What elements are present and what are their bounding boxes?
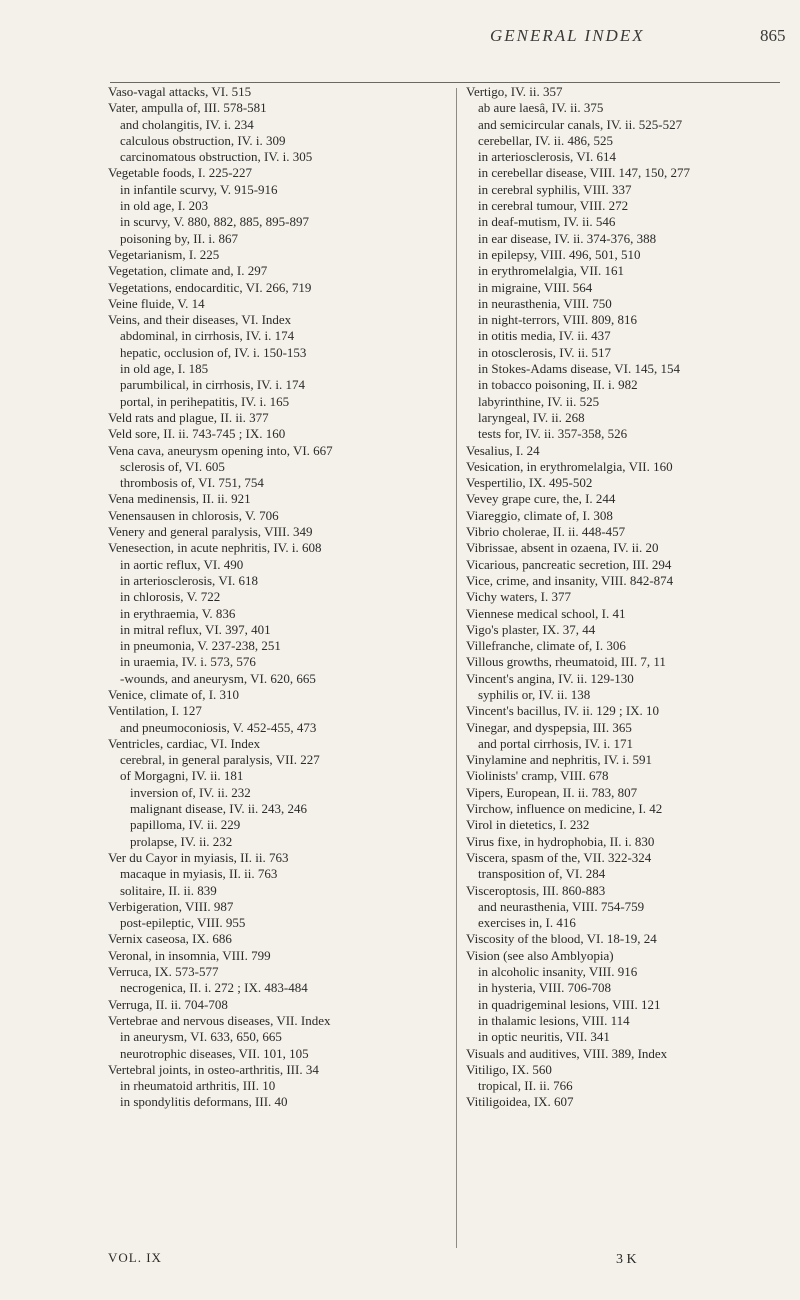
running-head: GENERAL INDEX <box>490 26 645 45</box>
index-entry: and portal cirrhosis, IV. i. 171 <box>478 735 634 751</box>
index-entry: portal, in perihepatitis, IV. i. 165 <box>120 393 290 409</box>
index-entry: Viareggio, climate of, I. 308 <box>466 507 613 523</box>
index-entry: Vipers, European, II. ii. 783, 807 <box>466 784 638 800</box>
index-entry: Verruca, IX. 573-577 <box>108 964 219 980</box>
index-entry: in rheumatoid arthritis, III. 10 <box>120 1078 276 1094</box>
index-entry: in arteriosclerosis, VI. 618 <box>120 572 259 588</box>
index-entry: in uraemia, IV. i. 573, 576 <box>120 654 256 670</box>
index-column-right <box>466 84 796 1111</box>
index-entry: and semicircular canals, IV. ii. 525-527 <box>478 116 683 132</box>
index-entry: Vaso-vagal attacks, VI. 515 <box>108 84 252 99</box>
index-entry: and neurasthenia, VIII. 754-759 <box>478 898 645 914</box>
index-entry: inversion of, IV. ii. 232 <box>130 784 251 800</box>
index-entry: necrogenica, II. i. 272 ; IX. 483-484 <box>120 980 308 996</box>
index-entry: Vision (see also Amblyopia) <box>466 947 614 963</box>
index-entry: in erythromelalgia, VII. 161 <box>478 263 624 279</box>
index-entry: tropical, II. ii. 766 <box>478 1078 573 1094</box>
index-entry: Vater, ampulla of, III. 578-581 <box>108 100 267 116</box>
index-entry: malignant disease, IV. ii. 243, 246 <box>130 801 308 817</box>
index-entry: Verbigeration, VIII. 987 <box>108 898 234 914</box>
index-entry: abdominal, in cirrhosis, IV. i. 174 <box>120 328 295 344</box>
index-entry: cerebellar, IV. ii. 486, 525 <box>478 132 613 148</box>
index-entry: in old age, I. 203 <box>120 198 209 214</box>
index-entry: sclerosis of, VI. 605 <box>120 458 225 474</box>
index-entry: in hysteria, VIII. 706-708 <box>478 980 611 996</box>
index-entry: in infantile scurvy, V. 915-916 <box>120 181 278 197</box>
index-entry: Vigo's plaster, IX. 37, 44 <box>466 621 596 637</box>
index-entry: Vinegar, and dyspepsia, III. 365 <box>466 719 632 735</box>
index-entry: solitaire, II. ii. 839 <box>120 882 217 898</box>
index-entry: Vesication, in erythromelalgia, VII. 160 <box>466 458 673 474</box>
index-entry: Venensausen in chlorosis, V. 706 <box>108 507 279 523</box>
index-entry: Vinylamine and nephritis, IV. i. 591 <box>466 752 653 768</box>
index-entry: tests for, IV. ii. 357-358, 526 <box>478 426 628 442</box>
index-entry: Vincent's angina, IV. ii. 129-130 <box>466 670 634 686</box>
index-entry: Visuals and auditives, VIII. 389, Index <box>466 1045 668 1061</box>
index-entry: Visceroptosis, III. 860-883 <box>466 882 606 898</box>
index-entry: calculous obstruction, IV. i. 309 <box>120 132 286 148</box>
index-entry: in arteriosclerosis, VI. 614 <box>478 149 617 165</box>
index-entry: Vernix caseosa, IX. 686 <box>108 931 232 947</box>
index-entry: in quadrigeminal lesions, VIII. 121 <box>478 996 661 1012</box>
index-entry: Villous growths, rheumatoid, III. 7, 11 <box>466 654 666 670</box>
index-entry: poisoning by, II. i. 867 <box>120 230 238 246</box>
index-entry: Venesection, in acute nephritis, IV. i. 608 <box>108 540 322 556</box>
index-entry: Venice, climate of, I. 310 <box>108 686 240 702</box>
index-entry: Viennese medical school, I. 41 <box>466 605 626 621</box>
page-footer <box>0 1250 800 1274</box>
index-entry: Viscosity of the blood, VI. 18-19, 24 <box>466 931 657 947</box>
index-entry: Vicarious, pancreatic secretion, III. 294 <box>466 556 672 572</box>
index-entry: cerebral, in general paralysis, VII. 227 <box>120 752 320 768</box>
index-entry: in migraine, VIII. 564 <box>478 279 593 295</box>
index-entry: labyrinthine, IV. ii. 525 <box>478 393 600 409</box>
index-entry: Vespertilio, IX. 495-502 <box>466 475 593 491</box>
index-entry: carcinomatous obstruction, IV. i. 305 <box>120 149 313 165</box>
index-entry: macaque in myiasis, II. ii. 763 <box>120 866 278 882</box>
index-entry: parumbilical, in cirrhosis, IV. i. 174 <box>120 377 305 393</box>
index-entry: in deaf-mutism, IV. ii. 546 <box>478 214 616 230</box>
index-entry: Vibrissae, absent in ozaena, IV. ii. 20 <box>466 540 659 556</box>
index-entry: in otitis media, IV. ii. 437 <box>478 328 611 344</box>
index-entry: Ventilation, I. 127 <box>108 703 202 719</box>
index-entry: Veld sore, II. ii. 743-745 ; IX. 160 <box>108 426 286 442</box>
index-entry: in pneumonia, V. 237-238, 251 <box>120 638 281 654</box>
index-entry: Ver du Cayor in myiasis, II. ii. 763 <box>108 849 289 865</box>
index-entry: Viscera, spasm of the, VII. 322-324 <box>466 849 652 865</box>
index-entry: in ear disease, IV. ii. 374-376, 388 <box>478 230 657 246</box>
index-entry: Vincent's bacillus, IV. ii. 129 ; IX. 10 <box>466 703 660 719</box>
index-entry: in otosclerosis, IV. ii. 517 <box>478 344 612 360</box>
index-entry: Vice, crime, and insanity, VIII. 842-874 <box>466 572 674 588</box>
index-entry: in chlorosis, V. 722 <box>120 589 221 605</box>
index-entry: Vitiligo, IX. 560 <box>466 1061 552 1077</box>
index-entry: ab aure laesâ, IV. ii. 375 <box>478 100 604 116</box>
index-entry: in tobacco poisoning, II. i. 982 <box>478 377 638 393</box>
header-rule <box>110 82 780 83</box>
index-entry: Virol in dietetics, I. 232 <box>466 817 590 833</box>
index-entry: Virus fixe, in hydrophobia, II. i. 830 <box>466 833 655 849</box>
index-entry: Violinists' cramp, VIII. 678 <box>466 768 609 784</box>
index-entry: Vertigo, IV. ii. 357 <box>466 84 563 99</box>
index-entry: and pneumoconiosis, V. 452-455, 473 <box>120 719 317 735</box>
index-entry: Veins, and their diseases, VI. Index <box>108 312 292 328</box>
index-entry: Virchow, influence on medicine, I. 42 <box>466 801 663 817</box>
index-entry: in aortic reflux, VI. 490 <box>120 556 244 572</box>
index-entry: Verruga, II. ii. 704-708 <box>108 996 228 1012</box>
index-entry: Vitiligoidea, IX. 607 <box>466 1094 574 1110</box>
index-entry: prolapse, IV. ii. 232 <box>130 833 233 849</box>
index-entry: in thalamic lesions, VIII. 114 <box>478 1012 630 1028</box>
index-entry: in mitral reflux, VI. 397, 401 <box>120 621 271 637</box>
index-entry: laryngeal, IV. ii. 268 <box>478 409 585 425</box>
index-entry: post-epileptic, VIII. 955 <box>120 915 246 931</box>
index-entry: in cerebral tumour, VIII. 272 <box>478 198 629 214</box>
index-entry: in spondylitis deformans, III. 40 <box>120 1094 288 1110</box>
index-entry: Vegetable foods, I. 225-227 <box>108 165 253 181</box>
index-entry: in erythraemia, V. 836 <box>120 605 236 621</box>
index-entry: in cerebellar disease, VIII. 147, 150, 277 <box>478 165 691 181</box>
index-entry: Vertebral joints, in osteo-arthritis, III. 34 <box>108 1061 319 1077</box>
index-entry: exercises in, I. 416 <box>478 915 576 931</box>
column-divider <box>456 88 457 1248</box>
index-entry: and cholangitis, IV. i. 234 <box>120 116 254 132</box>
index-entry: papilloma, IV. ii. 229 <box>130 817 241 833</box>
index-entry: in old age, I. 185 <box>120 361 209 377</box>
index-entry: Vesalius, I. 24 <box>466 442 540 458</box>
index-entry: hepatic, occlusion of, IV. i. 150-153 <box>120 344 307 360</box>
index-entry: Vena cava, aneurysm opening into, VI. 667 <box>108 442 333 458</box>
index-entry: neurotrophic diseases, VII. 101, 105 <box>120 1045 309 1061</box>
index-entry: transposition of, VI. 284 <box>478 866 606 882</box>
index-entry: Vegetation, climate and, I. 297 <box>108 263 268 279</box>
index-entry: Veronal, in insomnia, VIII. 799 <box>108 947 271 963</box>
volume-label: VOL. IX <box>108 1250 162 1265</box>
index-entry: -wounds, and aneurysm, VI. 620, 665 <box>120 670 316 686</box>
index-entry: Villefranche, climate of, I. 306 <box>466 638 626 654</box>
index-entry: in night-terrors, VIII. 809, 816 <box>478 312 637 328</box>
index-entry: of Morgagni, IV. ii. 181 <box>120 768 244 784</box>
index-entry: Veld rats and plague, II. ii. 377 <box>108 409 269 425</box>
index-entry: in scurvy, V. 880, 882, 885, 895-897 <box>120 214 309 230</box>
index-entry: Venery and general paralysis, VIII. 349 <box>108 524 313 540</box>
index-entry: Veine fluide, V. 14 <box>108 295 205 311</box>
index-entry: Vichy waters, I. 377 <box>466 589 571 605</box>
index-entry: Ventricles, cardiac, VI. Index <box>108 735 261 751</box>
index-entry: in epilepsy, VIII. 496, 501, 510 <box>478 246 641 262</box>
index-column-left <box>108 84 438 1111</box>
index-entry: Vena medinensis, II. ii. 921 <box>108 491 251 507</box>
index-entry: Vibrio cholerae, II. ii. 448-457 <box>466 524 626 540</box>
index-entry: syphilis or, IV. ii. 138 <box>478 686 591 702</box>
index-entry: in cerebral syphilis, VIII. 337 <box>478 181 632 197</box>
page-header <box>0 22 800 82</box>
index-entry: Vertebrae and nervous diseases, VII. Index <box>108 1012 331 1028</box>
page-number: 865 <box>760 26 786 45</box>
signature-mark: 3 K <box>616 1252 637 1267</box>
index-entry: in aneurysm, VI. 633, 650, 665 <box>120 1029 282 1045</box>
index-entry: in alcoholic insanity, VIII. 916 <box>478 964 638 980</box>
index-entry: in Stokes-Adams disease, VI. 145, 154 <box>478 361 680 377</box>
index-entry: Vegetations, endocarditic, VI. 266, 719 <box>108 279 312 295</box>
index-entry: Vegetarianism, I. 225 <box>108 246 220 262</box>
index-entry: thrombosis of, VI. 751, 754 <box>120 475 264 491</box>
index-entry: in optic neuritis, VII. 341 <box>478 1029 610 1045</box>
index-entry: in neurasthenia, VIII. 750 <box>478 295 612 311</box>
index-entry: Vevey grape cure, the, I. 244 <box>466 491 616 507</box>
